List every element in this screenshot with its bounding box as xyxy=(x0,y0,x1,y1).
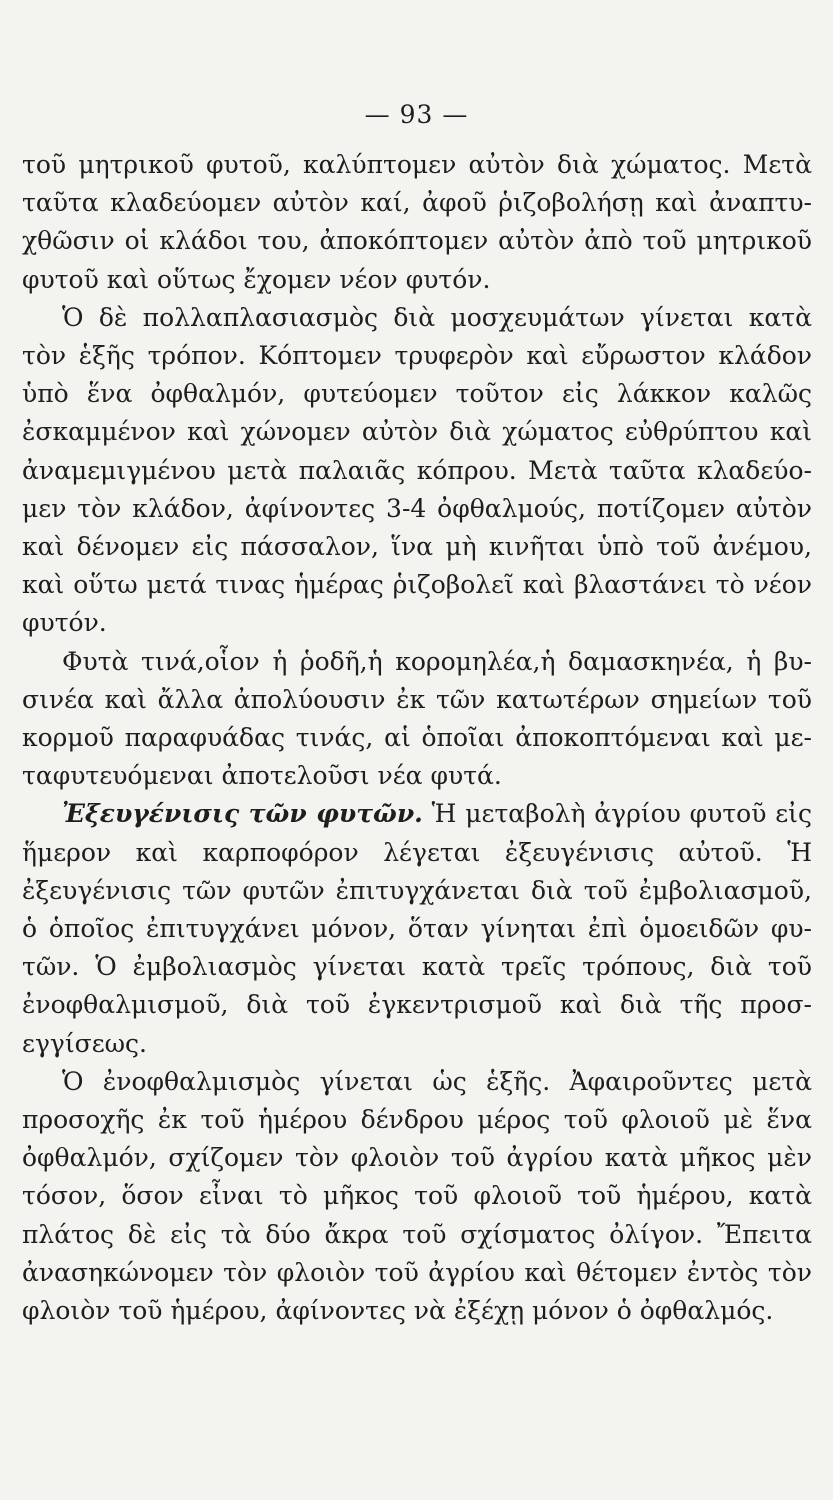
text-line: καὶ δένομεν εἰς πάσσαλον, ἵνα μὴ κινῆται ὑπὸ τοῦ ἀνέμου, xyxy=(22,532,812,562)
text-line: μεν τὸν κλάδον, ἀφίνοντες 3-4 ὀφθαλμούς, ποτίζομεν αὐτὸν xyxy=(22,493,812,523)
paragraph-grafting xyxy=(22,795,812,1062)
text-line: εἰς ἥμερον καὶ καρποφόρον λέγεται ἐξευγένισις αὐτοῦ. Ἡ xyxy=(22,799,812,867)
text-line: ταφυτευόμεναι ἀποτελοῦσι νέα φυτά. xyxy=(22,761,502,791)
text-line: τῶν. Ὁ ἐμβολιασμὸς γίνεται κατὰ τρεῖς τρόπους, διὰ τοῦ xyxy=(22,952,812,982)
text-line: φυτοῦ καὶ οὕτως ἔχομεν νέον φυτόν. xyxy=(22,264,491,294)
text-line: κορμοῦ παραφυάδας τινάς, αἱ ὁποῖαι ἀποκοπτόμεναι καὶ με- xyxy=(22,723,812,753)
text-line: εγγίσεως. xyxy=(22,1028,147,1058)
text-line: τὸν ἑξῆς τρόπον. Κόπτομεν τρυφερὸν καὶ εὔρωστον κλάδον xyxy=(22,341,812,371)
text-line: ὁ ὁποῖος ἐπιτυγχάνει μόνον, ὅταν γίνηται ἐπὶ ὁμοειδῶν φυ- xyxy=(22,914,812,944)
text-line: τοῦ μητρικοῦ φυτοῦ, καλύπτομεν αὐτὸν διὰ χώματος. Μετὰ xyxy=(22,150,812,179)
text-line: ταῦτα κλαδεύομεν αὐτὸν καί, ἀφοῦ ῥιζοβολήσῃ καὶ ἀναπτυ- xyxy=(22,188,812,218)
text-line: καὶ οὕτω μετά τινας ἡμέρας ῥιζοβολεῖ καὶ βλαστάνει τὸ νέον xyxy=(22,570,812,600)
body-text xyxy=(22,146,812,1330)
paragraph-cuttings xyxy=(22,299,812,643)
text-line: σινέα καὶ ἄλλα ἀπολύουσιν ἐκ τῶν κατωτέρων σημείων τοῦ xyxy=(22,684,812,714)
text-line: ἐξευγένισις τῶν φυτῶν ἐπιτυγχάνεται διὰ τοῦ ἐμβολιασμοῦ, xyxy=(22,875,812,905)
paragraph-layering-end xyxy=(22,146,812,299)
text-line: ἀνασηκώνομεν τὸν φλοιὸν τοῦ ἀγρίου καὶ θέτομεν ἐντὸς τὸν xyxy=(22,1257,812,1287)
text-line: χθῶσιν οἱ κλάδοι του, ἀποκόπτομεν αὐτὸν ἀπὸ τοῦ μητρικοῦ xyxy=(22,226,812,256)
text-line: Ὁ δὲ πολλαπλασιασμὸς διὰ μοσχευμάτων γίνεται κατὰ xyxy=(62,302,812,332)
text-line: προσοχῆς ἐκ τοῦ ἡμέρου δένδρου μέρος τοῦ φλοιοῦ μὲ ἕνα xyxy=(22,1105,812,1135)
text-line: ὑπὸ ἕνα ὀφθαλμόν, φυτεύομεν τοῦτον εἰς λάκκον καλῶς xyxy=(22,379,812,409)
text-line: τόσον, ὅσον εἶναι τὸ μῆκος τοῦ φλοιοῦ τοῦ ἡμέρου, κατὰ xyxy=(22,1181,812,1211)
text-line: πλάτος δὲ εἰς τὰ δύο ἄκρα τοῦ σχίσματος ὀλίγον. Ἔπειτα xyxy=(22,1219,812,1249)
text-line: Ὁ ἐνοφθαλμισμὸς γίνεται ὡς ἑξῆς. Ἀφαιροῦντες μετὰ xyxy=(62,1066,812,1096)
text-line: ἀναμεμιγμένου μετὰ παλαιᾶς κόπρου. Μετὰ ταῦτα κλαδεύο- xyxy=(22,455,812,485)
paragraph-budding xyxy=(22,1063,812,1330)
paragraph-suckers xyxy=(22,643,812,796)
text-line: ὀφθαλμόν, σχίζομεν τὸν φλοιὸν τοῦ ἀγρίου κατὰ μῆκος μὲν xyxy=(22,1143,812,1173)
text-line: ἐνοφθαλμισμοῦ, διὰ τοῦ ἐγκεντρισμοῦ καὶ διὰ τῆς προσ- xyxy=(22,990,812,1020)
page-number: — 93 — xyxy=(364,100,469,129)
text-line: Φυτὰ τινά,οἷον ἡ ῥοδῆ,ἡ κορομηλέα,ἡ δαμασκηνέα, ἡ βυ- xyxy=(62,646,812,676)
section-heading: Ἐξευγένισις τῶν φυτῶν. xyxy=(62,799,423,829)
text-line: Ἡ μεταβολὴ ἀγρίου φυτοῦ xyxy=(422,799,767,829)
text-line: φυτόν. xyxy=(22,608,107,638)
text-line: φλοιὸν τοῦ ἡμέρου, ἀφίνοντες νὰ ἐξέχῃ μόνον ὁ ὀφθαλμός. xyxy=(22,1296,774,1326)
text-line: ἐσκαμμένον καὶ χώνομεν αὐτὸν διὰ χώματος εὐθρύπτου καὶ xyxy=(22,417,812,447)
